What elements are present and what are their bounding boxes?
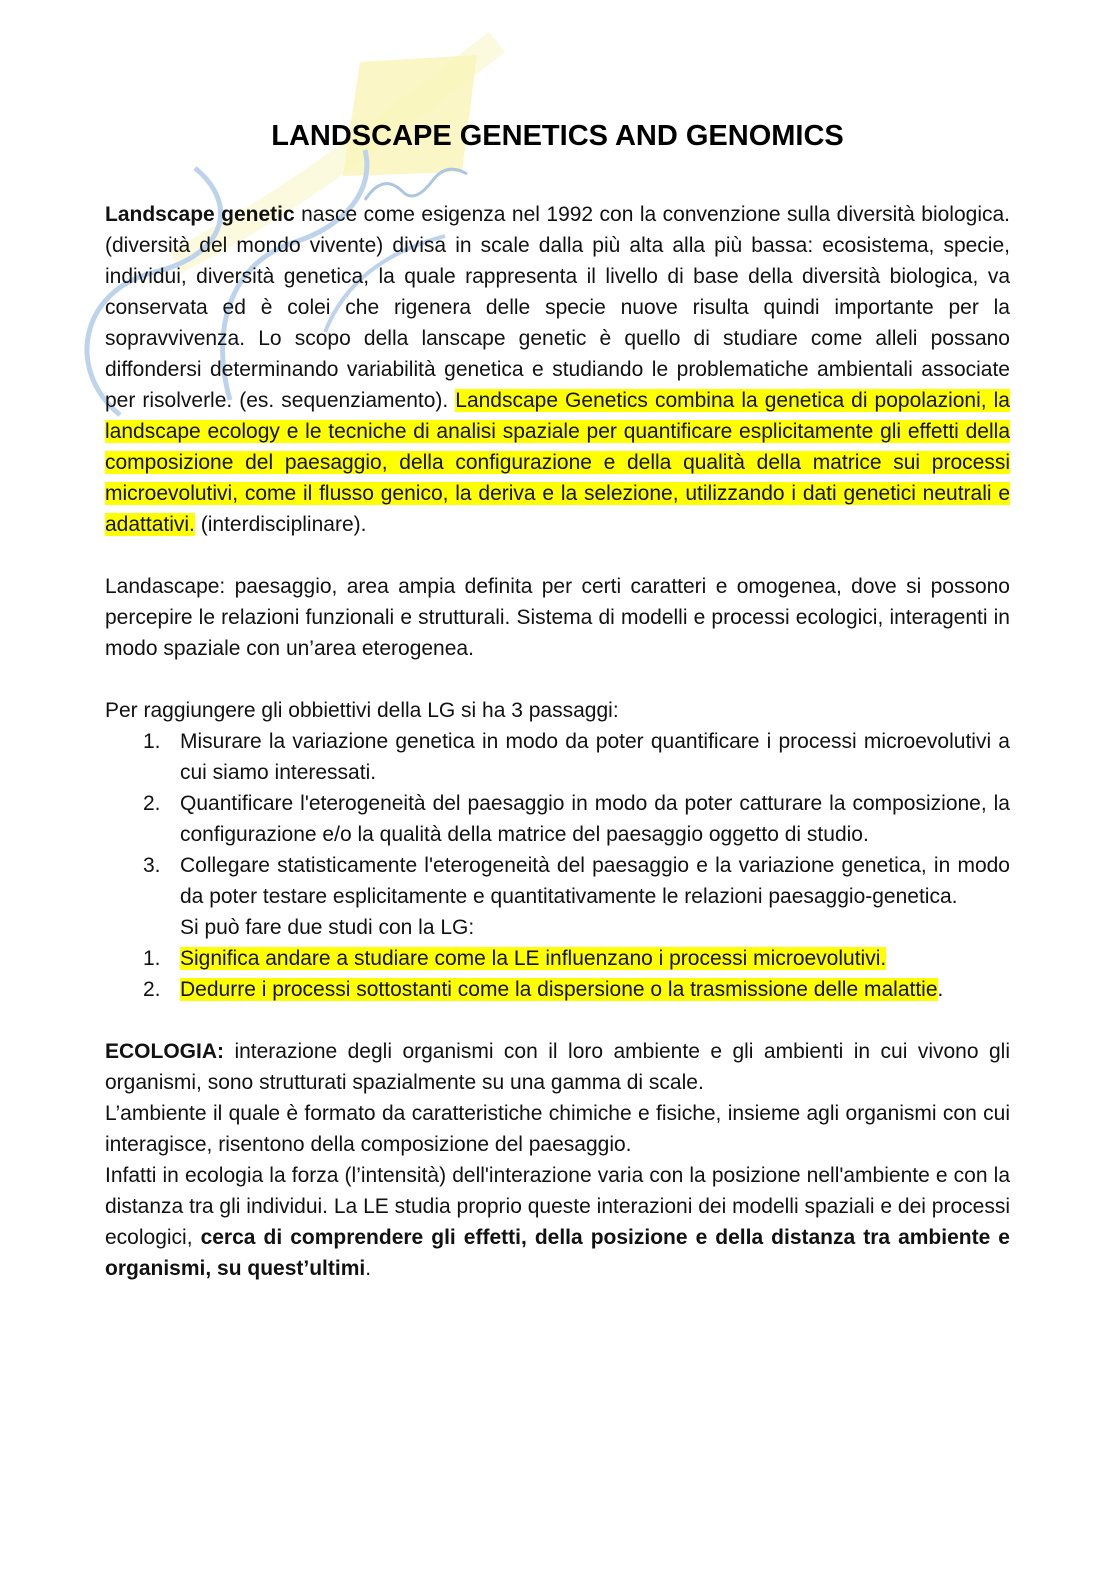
paragraph xyxy=(105,1160,1010,1284)
paragraph xyxy=(105,1098,1010,1160)
list-item xyxy=(105,974,1010,1005)
text-run: Misurare la variazione genetica in modo da poter quantificare i processi microevolutivi a cui siamo interessati. xyxy=(180,730,1010,784)
list-item xyxy=(105,850,1010,912)
text-run: . xyxy=(365,1257,372,1280)
text-run: Significa andare a studiare come la LE influenzano i processi microevolutivi. xyxy=(180,947,887,970)
list-item-number: 1. xyxy=(143,730,161,753)
text-run: L’ambiente il quale è formato da caratteristiche chimiche e fisiche, insieme agli organismi con cui interagisce, risentono della composizione del paesaggio. xyxy=(105,1102,1010,1156)
list-item-number: 1. xyxy=(143,947,161,970)
list-item-text xyxy=(180,850,1010,912)
list-item-text xyxy=(180,726,1010,788)
list-item-number: 3. xyxy=(143,854,161,877)
list-item-text xyxy=(180,974,1010,1005)
list-item-number: 2. xyxy=(143,978,161,1001)
text-run: Per raggiungere gli obbiettivi della LG si ha 3 passaggi: xyxy=(105,699,619,722)
paragraph-spacer xyxy=(105,1005,1010,1036)
list-item-text xyxy=(180,943,1010,974)
text-run: Si può fare due studi con la LG: xyxy=(180,916,475,939)
list-item-number xyxy=(143,912,180,943)
paragraph xyxy=(105,199,1010,540)
paragraph xyxy=(105,1036,1010,1098)
list-item xyxy=(105,726,1010,788)
text-run: nasce come esigenza nel 1992 con la convenzione sulla diversità biologica. (diversità del mondo vivente) divisa in scale dalla più alta alla più bassa: ecosistema, specie, individui, diversità genetica, la quale rappresenta il livello di base della diversità biologica, va conservata ed è colei che rigenera delle specie nuove risulta quindi importante per la sopravvivenza. Lo scopo della lanscape genetic è quello di studiare come alleli possano diffondersi determinando variabilità genetica e studiando le problematiche ambientali associate per risolverle. (es. sequenziamento). xyxy=(105,203,1011,412)
text-run: Landascape: paesaggio, area ampia definita per certi caratteri e omogenea, dove si possono percepire le relazioni funzionali e strutturali. Sistema di modelli e processi ecologici, interagenti in modo spaziale con un’area eterogenea. xyxy=(105,575,1010,660)
document-title: LANDSCAPE GENETICS AND GENOMICS xyxy=(271,120,844,152)
list-item xyxy=(105,912,1010,943)
text-run: Quantificare l'eterogeneità del paesaggio in modo da poter catturare la composizione, la configurazione e/o la qualità della matrice del paesaggio oggetto di studio. xyxy=(180,792,1010,846)
list-item-text xyxy=(180,788,1010,850)
text-run: Dedurre i processi sottostanti come la dispersione o la trasmissione delle malattie xyxy=(180,978,938,1001)
text-run: (interdisciplinare). xyxy=(194,513,367,536)
paragraph xyxy=(105,571,1010,664)
paragraph-spacer xyxy=(105,540,1010,571)
text-run: Landscape Genetics combina la genetica di popolazioni, la landscape ecology e le tecniche di analisi spaziale per quantificare esplicitamente gli effetti della composizione del paesaggio, della configurazione e della qualità della matrice sui processi microevolutivi, come il flusso genico, la deriva e la selezione, utilizzando i dati genetici neutrali e adattativi. xyxy=(105,389,1010,536)
text-run: . xyxy=(937,978,944,1001)
text-run: cerca di comprendere gli effetti, della posizione e della distanza tra ambiente e organismi, su quest’ultimi xyxy=(105,1226,1010,1280)
text-run: interazione degli organismi con il loro ambiente e gli ambienti in cui vivono gli organismi, sono strutturati spazialmente su una gamma di scale. xyxy=(105,1040,1010,1094)
list-item xyxy=(105,788,1010,850)
text-run: Collegare statisticamente l'eterogeneità del paesaggio e la variazione genetica, in modo da poter testare esplicitamente e quantitativamente le relazioni paesaggio-genetica. xyxy=(180,854,1010,908)
paragraph-spacer xyxy=(105,664,1010,695)
text-run: Infatti in ecologia la forza (l’intensità) dell'interazione varia con la posizione nell'ambiente e con la distanza tra gli individui. La LE studia proprio queste interazioni dei modelli spaziali e dei processi ecologici, xyxy=(105,1164,1010,1249)
text-run: ECOLOGIA: xyxy=(105,1040,224,1063)
text-run: Landscape genetic xyxy=(105,203,295,226)
list-item xyxy=(105,943,1010,974)
document xyxy=(105,120,1010,1284)
paragraph xyxy=(105,695,1010,726)
document-body xyxy=(105,199,1010,1284)
list-item-number: 2. xyxy=(143,792,161,815)
list-item-text xyxy=(180,912,1010,943)
